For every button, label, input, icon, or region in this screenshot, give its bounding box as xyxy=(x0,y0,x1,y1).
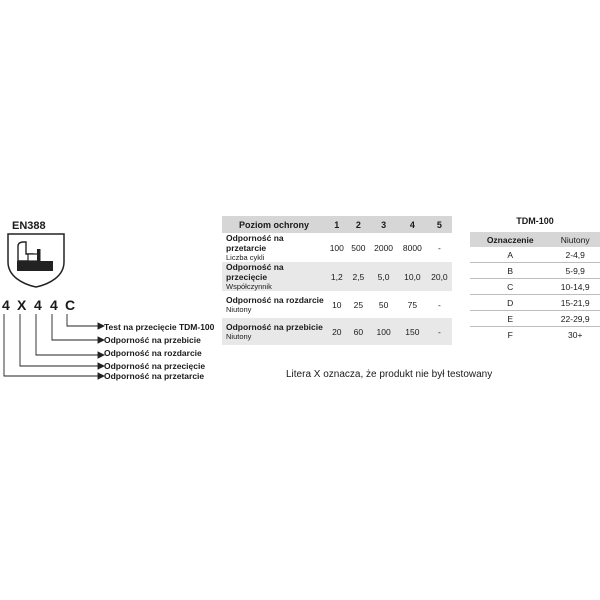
code-letter: 4 xyxy=(50,297,58,313)
table-cell: B xyxy=(470,263,550,279)
table-cell: - xyxy=(437,326,441,337)
row-title: Odporność na przecięcie xyxy=(226,262,284,282)
table-cell: E xyxy=(470,311,550,327)
column-header: 2 xyxy=(348,216,370,233)
row-title: Odporność na przebicie xyxy=(226,322,323,332)
code-letter: C xyxy=(65,297,76,313)
column-header: Poziom ochrony xyxy=(222,216,326,233)
table-cell: 15-21,9 xyxy=(550,295,600,311)
glove-hammer-icon xyxy=(6,232,66,288)
standard-title: EN388 xyxy=(12,220,46,232)
legend-leader-lines xyxy=(0,313,110,383)
table-cell: 50 xyxy=(378,299,389,310)
table-cell: 25 xyxy=(353,299,364,310)
table-cell: 60 xyxy=(353,326,364,337)
legend-item: Odporność na rozdarcie xyxy=(104,348,202,358)
table-header-row xyxy=(470,232,600,247)
table-cell: 10,0 xyxy=(404,271,421,282)
tdm-table xyxy=(470,232,600,342)
column-header: Oznaczenie xyxy=(470,232,550,247)
table-cell: C xyxy=(470,279,550,295)
table-row xyxy=(222,291,452,318)
table-cell: 150 xyxy=(405,326,420,337)
table-cell: 500 xyxy=(351,242,366,253)
table-cell: 5,0 xyxy=(377,271,390,282)
column-header: Niutony xyxy=(550,232,600,247)
column-header: 5 xyxy=(427,216,452,233)
table-cell: 100 xyxy=(376,326,391,337)
tdm-table-title: TDM-100 xyxy=(516,216,554,226)
table-cell: 20 xyxy=(332,326,342,337)
table-row xyxy=(470,247,600,263)
table-row xyxy=(470,327,600,343)
table-cell: 8000 xyxy=(402,242,422,253)
table-row xyxy=(470,295,600,311)
table-cell: - xyxy=(437,242,441,253)
table-cell: 20,0 xyxy=(431,271,448,282)
row-title: Odporność na rozdarcie xyxy=(226,295,324,305)
table-row xyxy=(222,233,452,262)
table-cell: 10 xyxy=(332,299,342,310)
table-cell: F xyxy=(470,327,550,343)
protection-level-table xyxy=(222,216,452,345)
table-cell: 22-29,9 xyxy=(550,311,600,327)
table-cell: 5-9,9 xyxy=(550,263,600,279)
footnote: Litera X oznacza, że produkt nie był testowany xyxy=(286,369,493,380)
table-cell: 30+ xyxy=(550,327,600,343)
table-row xyxy=(470,263,600,279)
legend-item: Odporność na przecięcie xyxy=(104,361,206,371)
table-row xyxy=(470,279,600,295)
table-cell: 10-14,9 xyxy=(550,279,600,295)
table-cell: - xyxy=(437,299,441,310)
row-unit: Niutony xyxy=(226,332,252,341)
table-row xyxy=(222,318,452,345)
code-letter: 4 xyxy=(2,297,10,313)
table-header-row xyxy=(222,216,452,233)
column-header: 3 xyxy=(369,216,398,233)
legend-item: Odporność na przebicie xyxy=(104,335,201,345)
table-cell: 1,2 xyxy=(330,271,343,282)
table-row xyxy=(470,311,600,327)
table-cell: 2000 xyxy=(374,242,394,253)
table-cell: D xyxy=(470,295,550,311)
row-label xyxy=(222,291,326,318)
table-cell: 100 xyxy=(329,242,344,253)
table-row xyxy=(222,262,452,291)
row-title: Odporność na przetarcie xyxy=(226,233,284,253)
legend-item: Odporność na przetarcie xyxy=(104,371,205,381)
row-label xyxy=(222,318,326,345)
table-cell: 2-4,9 xyxy=(565,249,585,260)
column-header: 4 xyxy=(398,216,427,233)
code-letter: X xyxy=(17,297,27,313)
table-cell: 2,5 xyxy=(352,271,365,282)
table-cell: A xyxy=(507,249,514,260)
row-label xyxy=(222,233,326,262)
table-cell: 75 xyxy=(407,299,418,310)
row-unit: Niutony xyxy=(226,305,252,314)
code-letter: 4 xyxy=(34,297,42,313)
row-unit: Liczba cykli xyxy=(226,253,265,262)
row-unit: Współczynnik xyxy=(226,282,272,291)
row-label xyxy=(222,262,326,291)
legend-item: Test na przecięcie TDM-100 xyxy=(104,322,215,332)
column-header: 1 xyxy=(326,216,348,233)
